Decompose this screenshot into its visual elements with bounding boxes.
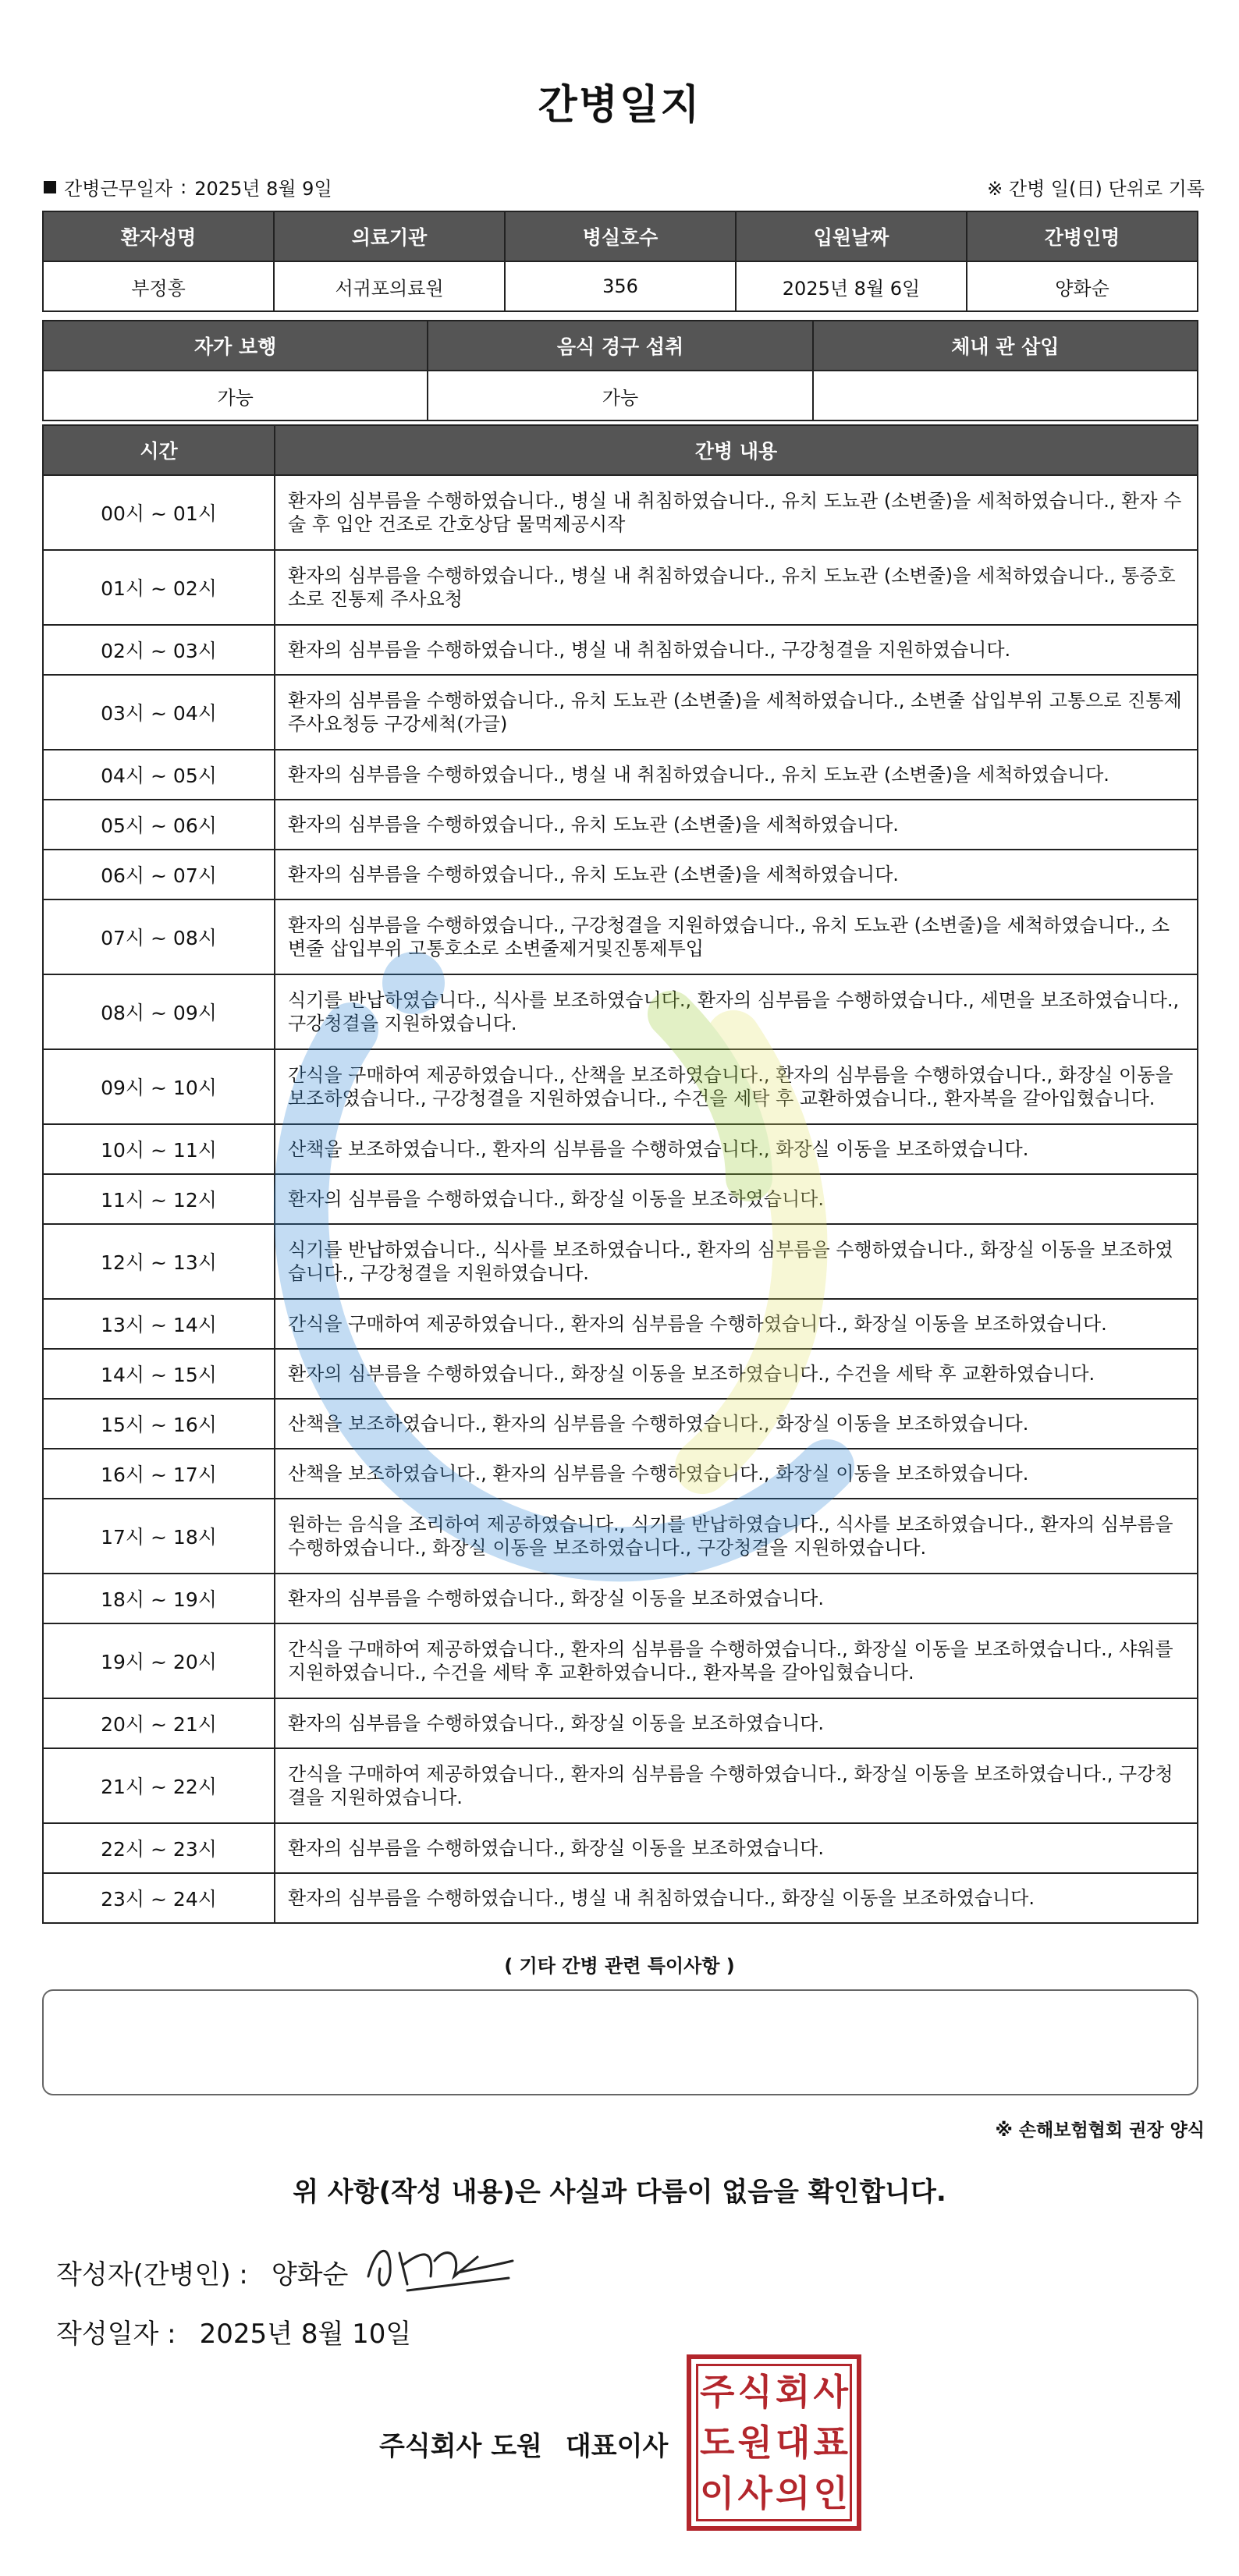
care-log-time: 10시 ~ 11시: [43, 1124, 275, 1174]
header-self-walking: 자가 보행: [43, 321, 428, 371]
header-admission-date: 입원날짜: [736, 211, 967, 261]
tube-insertion-value: [813, 371, 1198, 420]
form-source-note: ※ 손해보험협회 권장 양식: [995, 2120, 1205, 2141]
care-log-header-row: [43, 425, 1198, 475]
care-log-time: 06시 ~ 07시: [43, 850, 275, 899]
header-room-number: 병실호수: [505, 211, 736, 261]
care-log-time: 05시 ~ 06시: [43, 800, 275, 850]
company-signature-line: [379, 2425, 668, 2463]
square-bullet-icon: [44, 181, 56, 193]
patient-info-header-row: [43, 211, 1198, 261]
signature-image: [360, 2230, 517, 2300]
representative-title: 대표이사: [565, 2431, 669, 2462]
patient-info-value-row: [43, 261, 1198, 311]
care-log-row: [43, 1748, 1198, 1823]
confirmation-statement: 위 사항(작성 내용)은 사실과 다름이 없음을 확인합니다.: [293, 2177, 946, 2208]
care-log-content: 환자의 심부름을 수행하였습니다., 화장실 이동을 보조하였습니다.: [275, 1823, 1198, 1873]
care-log-time: 20시 ~ 21시: [43, 1698, 275, 1748]
care-log-row: [43, 1449, 1198, 1499]
seal-character: 회: [776, 2370, 811, 2413]
care-log-row: [43, 1823, 1198, 1873]
care-log-time: 02시 ~ 03시: [43, 625, 275, 675]
care-log-time: 08시 ~ 09시: [43, 974, 275, 1049]
record-unit-note: ※ 간병 일(日) 단위로 기록: [987, 178, 1205, 200]
care-log-content: 환자의 심부름을 수행하였습니다., 구강청결을 지원하였습니다., 유치 도뇨관 (소변줄)을 세척하였습니다., 소변줄 삽입부위 고통호소로 소변줄제거및진통제투입: [275, 899, 1198, 974]
seal-character: 도: [700, 2421, 735, 2464]
care-log-row: [43, 899, 1198, 974]
care-log-content: 산책을 보조하였습니다., 환자의 심부름을 수행하였습니다., 화장실 이동을 보조하였습니다.: [275, 1124, 1198, 1174]
header-hospital: 의료기관: [274, 211, 505, 261]
care-log-time: 19시 ~ 20시: [43, 1623, 275, 1698]
work-date-line: [44, 173, 332, 200]
care-log-time: 00시 ~ 01시: [43, 475, 275, 550]
care-log-content: 간식을 구매하여 제공하였습니다., 환자의 심부름을 수행하였습니다., 화장실 이동을 보조하였습니다., 구강청결을 지원하였습니다.: [275, 1748, 1198, 1823]
care-log-content: 간식을 구매하여 제공하였습니다., 환자의 심부름을 수행하였습니다., 화장실 이동을 보조하였습니다., 샤워를 지원하였습니다., 수건을 세탁 후 교환하였습니다., 환자복을 갈아입혔습니다.: [275, 1623, 1198, 1698]
written-date-line: [56, 2312, 411, 2351]
care-log-row: [43, 675, 1198, 750]
header-care-content: 간병 내용: [275, 425, 1198, 475]
writer-label: 작성자(간병인) :: [56, 2259, 248, 2290]
care-log-content: 환자의 심부름을 수행하였습니다., 화장실 이동을 보조하였습니다., 수건을 세탁 후 교환하였습니다.: [275, 1349, 1198, 1399]
care-log-row: [43, 1224, 1198, 1299]
care-log-time: 15시 ~ 16시: [43, 1399, 275, 1449]
care-log-row: [43, 1174, 1198, 1224]
care-log-time: 04시 ~ 05시: [43, 750, 275, 800]
care-log-row: [43, 1623, 1198, 1698]
self-walking-value: 가능: [43, 371, 428, 420]
seal-character: 식: [737, 2370, 772, 2413]
care-log-content: 간식을 구매하여 제공하였습니다., 환자의 심부름을 수행하였습니다., 화장실 이동을 보조하였습니다.: [275, 1299, 1198, 1349]
header-time: 시간: [43, 425, 275, 475]
care-log-content: 환자의 심부름을 수행하였습니다., 화장실 이동을 보조하였습니다.: [275, 1574, 1198, 1623]
care-log-time: 07시 ~ 08시: [43, 899, 275, 974]
header-patient-name: 환자성명: [43, 211, 274, 261]
care-log-content: 간식을 구매하여 제공하였습니다., 산책을 보조하였습니다., 환자의 심부름을 수행하였습니다., 화장실 이동을 보조하였습니다., 구강청결을 지원하였습니다., 수건을 세탁 후 교환하였습니다., 환자복을 갈아입혔습니다.: [275, 1049, 1198, 1124]
care-log-time: 16시 ~ 17시: [43, 1449, 275, 1499]
patient-status-header-row: [43, 321, 1198, 371]
seal-character: 사: [813, 2370, 848, 2413]
care-log-content: 식기를 반납하였습니다., 식사를 보조하였습니다., 환자의 심부름을 수행하였습니다., 화장실 이동을 보조하였습니다., 구강청결을 지원하였습니다.: [275, 1224, 1198, 1299]
writer-line: [56, 2253, 348, 2291]
patient-info-table: [42, 211, 1198, 312]
care-log-content: 산책을 보조하였습니다., 환자의 심부름을 수행하였습니다., 화장실 이동을 보조하였습니다.: [275, 1449, 1198, 1499]
care-log-row: [43, 1399, 1198, 1449]
care-log-row: [43, 1574, 1198, 1623]
seal-character: 주: [700, 2370, 735, 2413]
care-log-row: [43, 800, 1198, 850]
admission-date-value: 2025년 8월 6일: [736, 261, 967, 311]
care-log-row: [43, 1124, 1198, 1174]
care-log-time: 17시 ~ 18시: [43, 1499, 275, 1574]
care-log-content: 산책을 보조하였습니다., 환자의 심부름을 수행하였습니다., 화장실 이동을 보조하였습니다.: [275, 1399, 1198, 1449]
care-log-row: [43, 974, 1198, 1049]
header-tube-insertion: 체내 관 삽입: [813, 321, 1198, 371]
care-log-content: 원하는 음식을 조리하여 제공하였습니다., 식기를 반납하였습니다., 식사를 보조하였습니다., 환자의 심부름을 수행하였습니다., 화장실 이동을 보조하였습니다., 구강청결을 지원하였습니다.: [275, 1499, 1198, 1574]
care-log-row: [43, 750, 1198, 800]
care-log-row: [43, 850, 1198, 899]
seal-character: 원: [737, 2421, 772, 2464]
care-log-content: 환자의 심부름을 수행하였습니다., 화장실 이동을 보조하였습니다.: [275, 1174, 1198, 1224]
patient-status-table: [42, 320, 1198, 421]
oral-intake-value: 가능: [428, 371, 812, 420]
work-date-label: 간병근무일자: [64, 178, 173, 200]
company-name: 주식회사 도원: [379, 2431, 542, 2462]
care-log-time: 22시 ~ 23시: [43, 1823, 275, 1873]
care-log-row: [43, 1499, 1198, 1574]
writer-name: 양화순: [271, 2259, 349, 2290]
special-notes-box: [42, 1989, 1198, 2095]
patient-name-value: 부정흥: [43, 261, 274, 311]
company-seal-stamp: [687, 2354, 861, 2531]
care-log-content: 환자의 심부름을 수행하였습니다., 병실 내 취침하였습니다., 구강청결을 지원하였습니다.: [275, 625, 1198, 675]
care-log-time: 01시 ~ 02시: [43, 550, 275, 625]
care-log-time: 23시 ~ 24시: [43, 1873, 275, 1923]
seal-character: 대: [776, 2421, 811, 2464]
work-date-separator: :: [180, 176, 187, 198]
care-log-row: [43, 1873, 1198, 1923]
care-log-body: [43, 475, 1198, 1923]
care-log-row: [43, 1349, 1198, 1399]
care-log-content: 환자의 심부름을 수행하였습니다., 병실 내 취침하였습니다., 유치 도뇨관 (소변줄)을 세척하였습니다.: [275, 750, 1198, 800]
caregiver-name-value: 양화순: [967, 261, 1198, 311]
seal-character: 사: [737, 2472, 772, 2515]
care-log-content: 환자의 심부름을 수행하였습니다., 병실 내 취침하였습니다., 화장실 이동을 보조하였습니다.: [275, 1873, 1198, 1923]
seal-character: 의: [776, 2472, 811, 2515]
work-date-value: 2025년 8월 9일: [194, 178, 332, 200]
care-log-row: [43, 625, 1198, 675]
seal-character: 인: [813, 2472, 848, 2515]
care-log-row: [43, 1299, 1198, 1349]
care-log-time: 09시 ~ 10시: [43, 1049, 275, 1124]
written-date-value: 2025년 8월 10일: [199, 2319, 412, 2350]
care-log-row: [43, 475, 1198, 550]
care-log-table: [42, 424, 1198, 1924]
care-log-time: 03시 ~ 04시: [43, 675, 275, 750]
care-log-time: 14시 ~ 15시: [43, 1349, 275, 1399]
care-log-content: 환자의 심부름을 수행하였습니다., 병실 내 취침하였습니다., 유치 도뇨관 (소변줄)을 세척하였습니다., 통증호소로 진통제 주사요청: [275, 550, 1198, 625]
care-log-content: 식기를 반납하였습니다., 식사를 보조하였습니다., 환자의 심부름을 수행하였습니다., 세면을 보조하였습니다., 구강청결을 지원하였습니다.: [275, 974, 1198, 1049]
care-log-row: [43, 550, 1198, 625]
written-date-label: 작성일자 :: [56, 2319, 176, 2350]
care-log-content: 환자의 심부름을 수행하였습니다., 유치 도뇨관 (소변줄)을 세척하였습니다.: [275, 850, 1198, 899]
care-log-time: 11시 ~ 12시: [43, 1174, 275, 1224]
care-log-content: 환자의 심부름을 수행하였습니다., 화장실 이동을 보조하였습니다.: [275, 1698, 1198, 1748]
document-title: 간병일지: [538, 82, 701, 129]
header-caregiver-name: 간병인명: [967, 211, 1198, 261]
care-log-time: 21시 ~ 22시: [43, 1748, 275, 1823]
care-log-content: 환자의 심부름을 수행하였습니다., 유치 도뇨관 (소변줄)을 세척하였습니다., 소변줄 삽입부위 고통으로 진통제 주사요청등 구강세척(가글): [275, 675, 1198, 750]
room-number-value: 356: [505, 261, 736, 311]
seal-character: 이: [700, 2472, 735, 2515]
hospital-value: 서귀포의료원: [274, 261, 505, 311]
care-log-time: 18시 ~ 19시: [43, 1574, 275, 1623]
patient-status-value-row: [43, 371, 1198, 420]
seal-character-grid: [696, 2364, 852, 2521]
care-log-content: 환자의 심부름을 수행하였습니다., 유치 도뇨관 (소변줄)을 세척하였습니다.: [275, 800, 1198, 850]
care-log-row: [43, 1049, 1198, 1124]
header-oral-intake: 음식 경구 섭취: [428, 321, 812, 371]
care-log-content: 환자의 심부름을 수행하였습니다., 병실 내 취침하였습니다., 유치 도뇨관 (소변줄)을 세척하였습니다., 환자 수술 후 입안 건조로 간호상담 물먹제공시작: [275, 475, 1198, 550]
seal-character: 표: [813, 2421, 848, 2464]
care-log-time: 13시 ~ 14시: [43, 1299, 275, 1349]
special-notes-title: ( 기타 간병 관련 특이사항 ): [504, 1955, 735, 1977]
care-log-row: [43, 1698, 1198, 1748]
care-log-time: 12시 ~ 13시: [43, 1224, 275, 1299]
